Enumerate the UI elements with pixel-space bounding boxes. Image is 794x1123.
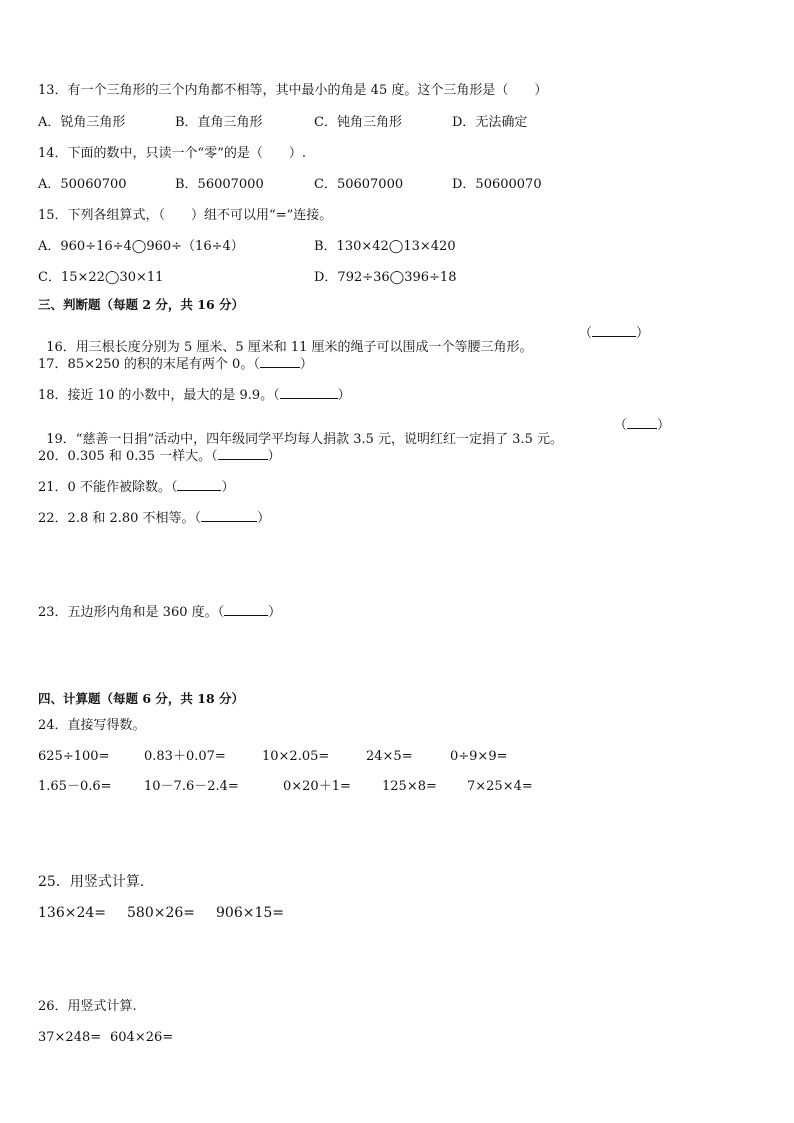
calc-item: 625÷100= bbox=[38, 749, 110, 764]
judge-20-close-paren: ） bbox=[267, 449, 281, 464]
answer-blank[interactable] bbox=[627, 416, 657, 429]
answer-blank[interactable] bbox=[592, 324, 636, 337]
judge-19-open-paren: （ bbox=[614, 418, 628, 433]
judge-21-close-paren: ） bbox=[221, 480, 235, 495]
q13-option-b[interactable]: B．直角三角形 bbox=[175, 115, 263, 130]
q13-option-c[interactable]: C．钝角三角形 bbox=[314, 115, 402, 130]
judge-question-19 bbox=[38, 416, 563, 448]
judge-question-17 bbox=[38, 355, 313, 373]
judge-23-text: 23．五边形内角和是 360 度。（ bbox=[38, 605, 225, 620]
judge-question-20 bbox=[38, 447, 281, 465]
q15-option-d[interactable]: D．792÷36◯396÷18 bbox=[314, 270, 457, 285]
q13-option-d[interactable]: D．无法确定 bbox=[452, 115, 528, 130]
judge-18-close-paren: ） bbox=[337, 388, 351, 403]
calc-item: 10×2.05= bbox=[262, 749, 330, 764]
answer-blank[interactable] bbox=[224, 603, 268, 616]
calc-item: 604×26= bbox=[110, 1030, 174, 1045]
section-4-heading: 四、计算题（每题 6 分，共 18 分） bbox=[38, 691, 245, 706]
answer-blank[interactable] bbox=[260, 355, 300, 368]
calc-item: 136×24= bbox=[38, 905, 106, 921]
judge-17-close-paren: ） bbox=[299, 357, 313, 372]
judge-16-open-paren: （ bbox=[579, 326, 593, 341]
q14-option-d[interactable]: D．50600070 bbox=[452, 177, 542, 192]
question-13-stem: 13．有一个三角形的三个内角都不相等，其中最小的角是 45 度。这个三角形是（ ） bbox=[38, 83, 548, 98]
calc-item: 1.65－0.6= bbox=[38, 779, 112, 794]
q13-option-a[interactable]: A．锐角三角形 bbox=[38, 115, 126, 130]
calc-item: 906×15= bbox=[216, 905, 284, 921]
judge-22-text: 22．2.8 和 2.80 不相等。（ bbox=[38, 511, 202, 526]
judge-question-22 bbox=[38, 509, 270, 527]
calc-item: 0×20＋1= bbox=[283, 779, 351, 794]
judge-23-close-paren: ） bbox=[268, 605, 282, 620]
answer-blank[interactable] bbox=[218, 447, 268, 460]
q14-option-a[interactable]: A．50060700 bbox=[38, 177, 127, 192]
judge-question-16 bbox=[38, 324, 533, 356]
question-24-stem: 24．直接写得数。 bbox=[38, 718, 146, 733]
judge-question-21 bbox=[38, 478, 234, 496]
judge-19-text: 19．“慈善一日捐”活动中，四年级同学平均每人捐款 3.5 元，说明红红一定捐了 3.5 元。 bbox=[46, 432, 563, 447]
q15-option-a[interactable]: A．960÷16÷4◯960÷（16÷4） bbox=[38, 239, 244, 254]
calc-item: 24×5= bbox=[366, 749, 413, 764]
q15-option-c[interactable]: C．15×22◯30×11 bbox=[38, 270, 164, 285]
question-25-stem: 25．用竖式计算. bbox=[38, 874, 145, 890]
answer-blank[interactable] bbox=[177, 478, 221, 491]
question-15-stem: 15．下列各组算式，（ ）组不可以用“=”连接。 bbox=[38, 208, 333, 223]
judge-16-answer[interactable] bbox=[579, 324, 649, 342]
section-3-heading: 三、判断题（每题 2 分，共 16 分） bbox=[38, 297, 245, 312]
judge-17-text: 17．85×250 的积的末尾有两个 0。（ bbox=[38, 357, 260, 372]
judge-21-text: 21．0 不能作被除数。（ bbox=[38, 480, 178, 495]
answer-blank[interactable] bbox=[201, 509, 257, 522]
judge-20-text: 20．0.305 和 0.35 一样大。（ bbox=[38, 449, 218, 464]
calc-item: 7×25×4= bbox=[467, 779, 533, 794]
judge-19-close-paren: ） bbox=[657, 418, 671, 433]
judge-19-answer[interactable] bbox=[614, 416, 670, 434]
calc-item: 0.83＋0.07= bbox=[144, 749, 226, 764]
calc-item: 0÷9×9= bbox=[450, 749, 508, 764]
calc-item: 10－7.6－2.4= bbox=[144, 779, 239, 794]
calc-item: 37×248= bbox=[38, 1030, 102, 1045]
judge-16-text: 16．用三根长度分别为 5 厘米、5 厘米和 11 厘米的绳子可以围成一个等腰三角形。 bbox=[46, 340, 533, 355]
answer-blank[interactable] bbox=[280, 386, 338, 399]
judge-question-18 bbox=[38, 386, 351, 404]
judge-question-23 bbox=[38, 603, 281, 621]
judge-18-text: 18．接近 10 的小数中，最大的是 9.9。（ bbox=[38, 388, 280, 403]
judge-16-close-paren: ） bbox=[636, 326, 650, 341]
q15-option-b[interactable]: B．130×42◯13×420 bbox=[314, 239, 456, 254]
question-26-stem: 26．用竖式计算. bbox=[38, 999, 137, 1014]
q14-option-b[interactable]: B．56007000 bbox=[175, 177, 264, 192]
calc-item: 580×26= bbox=[127, 905, 195, 921]
question-14-stem: 14．下面的数中，只读一个“零”的是（ ）. bbox=[38, 146, 306, 161]
calc-item: 125×8= bbox=[382, 779, 437, 794]
q14-option-c[interactable]: C．50607000 bbox=[314, 177, 404, 192]
judge-22-close-paren: ） bbox=[257, 511, 271, 526]
